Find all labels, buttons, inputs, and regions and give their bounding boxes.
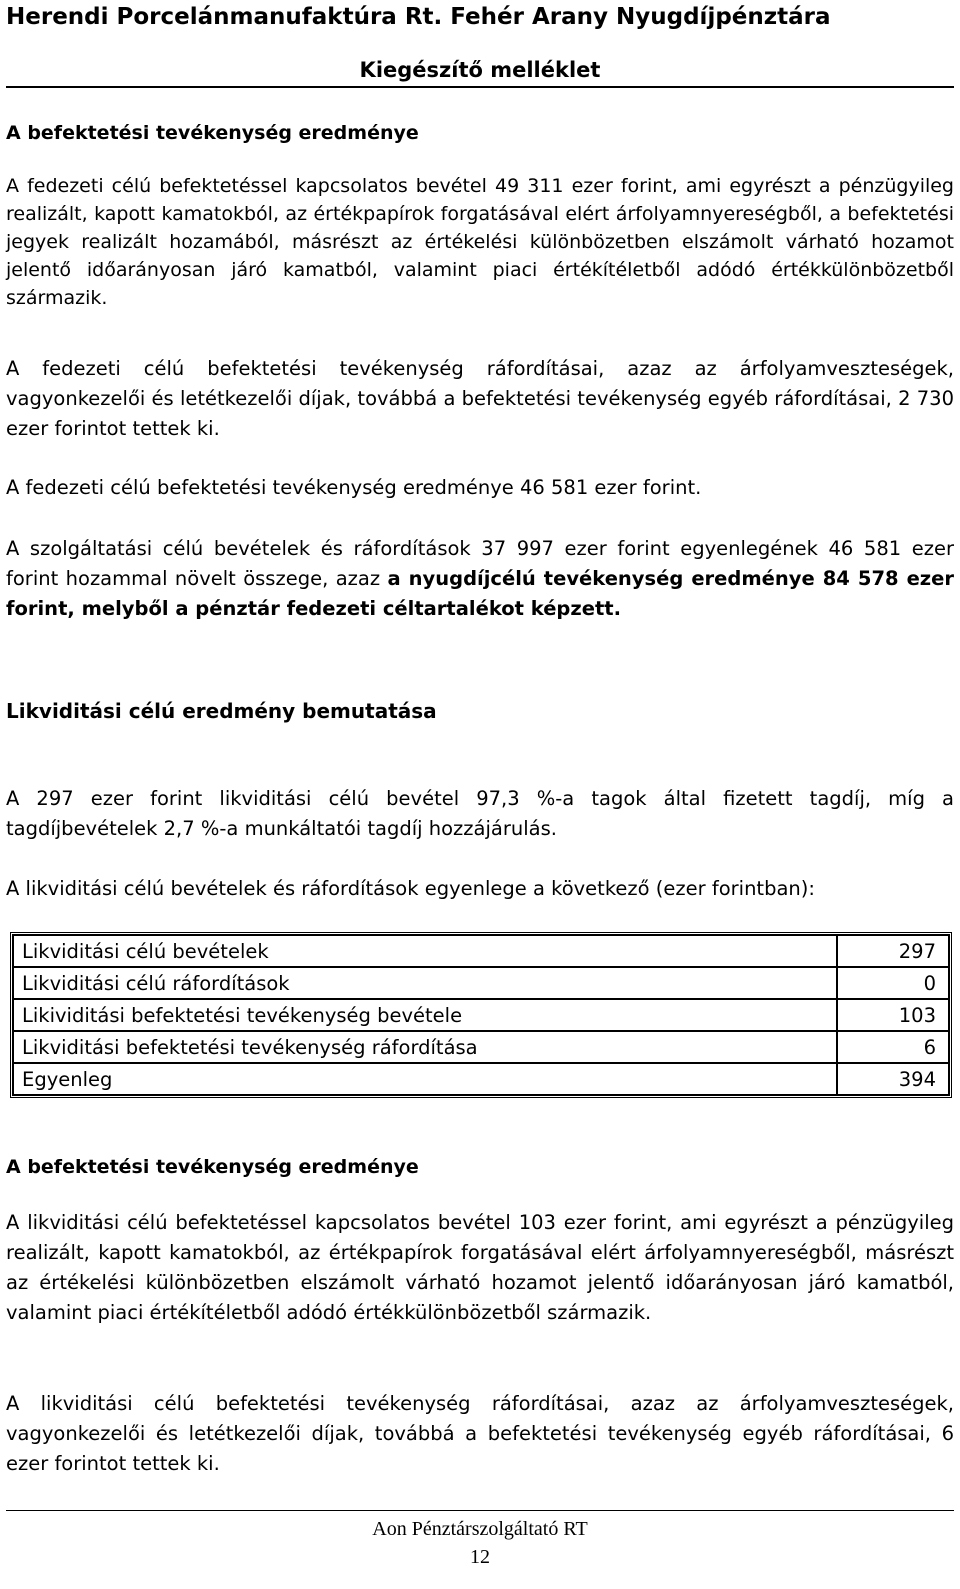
footer-company: Aon Pénztárszolgáltató RT xyxy=(372,1518,588,1540)
table-cell-label: Egyenleg xyxy=(13,1063,837,1095)
table-row xyxy=(13,1031,949,1063)
header-divider xyxy=(6,86,954,88)
paragraph-fedezeti-expenses: A fedezeti célú befektetési tevékenység ráfordításai, azaz az árfolyamveszteségek, vagyonkezelői és letétkezelői díjak, továbbá a befektetési tevékenység egyéb ráfordításai, 2 730 ezer forintot tettek ki. xyxy=(6,357,954,440)
table-row xyxy=(13,999,949,1031)
table-row xyxy=(13,935,949,967)
document-title: Herendi Porcelánmanufaktúra Rt. Fehér Arany Nyugdíjpénztára xyxy=(6,4,831,30)
table-cell-value: 6 xyxy=(837,1031,949,1063)
paragraph-nyugdijcelu-text: A szolgáltatási célú bevételek és ráfordítások 37 997 ezer forint egyenlegének 46 581 ezer forint hozammal növelt összege, azaz xyxy=(6,537,954,590)
table-row xyxy=(13,1063,949,1095)
table-cell-value: 394 xyxy=(837,1063,949,1095)
paragraph-nyugdijcelu-bold: a nyugdíjcélú tevékenység eredménye 84 578 ezer forint, melyből a pénztár fedezeti céltartalékot képzett. xyxy=(6,567,955,620)
document-subtitle: Kiegészítő melléklet xyxy=(359,58,601,82)
paragraph-nyugdijcelu-result xyxy=(6,534,954,624)
section-heading-likviditasi-befektetes: A befektetési tevékenység eredménye xyxy=(6,1156,419,1178)
paragraph-likviditasi-balance-intro: A likviditási célú bevételek és ráfordítások egyenlege a következő (ezer forintban): xyxy=(6,877,815,900)
table-cell-label: Likividitási befektetési tevékenység bevétele xyxy=(13,999,837,1031)
footer-divider xyxy=(6,1510,954,1511)
table-cell-label: Likviditási célú ráfordítások xyxy=(13,967,837,999)
paragraph-fedezeti-income: A fedezeti célú befektetéssel kapcsolatos bevétel 49 311 ezer forint, ami egyrészt a pénzügyileg realizált, kapott kamatokból, az értékpapírok forgatásával elért árfolyamnyereségből, a befektetési jegyek realizált hozamából, másrészt az értékelési különbözetben elszámolt várható hozamot jelentő időarányosan járó kamatból, valamint piaci értékítéletből adódó értékkülönbözetből származik. xyxy=(6,175,954,309)
table-cell-label: Likviditási célú bevételek xyxy=(13,935,837,967)
table-cell-value: 0 xyxy=(837,967,949,999)
paragraph-likviditasi-befektetes-income: A likviditási célú befektetéssel kapcsolatos bevétel 103 ezer forint, ami egyrészt a pénzügyileg realizált, kapott kamatokból, az értékpapírok forgatásával elért árfolyamnyereségből, másrészt az értékelési különbözetben elszámolt várható hozamot jelentő időarányosan járó kamatból, valamint piaci értékítéletből adódó értékkülönbözetből származik. xyxy=(6,1211,954,1324)
section-heading-likviditasi: Likviditási célú eredmény bemutatása xyxy=(6,699,437,723)
paragraph-likviditasi-income: A 297 ezer forint likviditási célú bevétel 97,3 %-a tagok által fizetett tagdíj, míg a tagdíjbevételek 2,7 %-a munkáltatói tagdíj hozzájárulás. xyxy=(6,787,954,840)
table-cell-label: Likviditási befektetési tevékenység ráfordítása xyxy=(13,1031,837,1063)
table-cell-value: 103 xyxy=(837,999,949,1031)
section-heading-fedezeti: A befektetési tevékenység eredménye xyxy=(6,122,419,144)
page-number: 12 xyxy=(470,1546,490,1568)
likviditasi-balance-table xyxy=(10,932,952,1098)
paragraph-fedezeti-result: A fedezeti célú befektetési tevékenység eredménye 46 581 ezer forint. xyxy=(6,476,702,499)
table-cell-value: 297 xyxy=(837,935,949,967)
table-row xyxy=(13,967,949,999)
paragraph-likviditasi-befektetes-expenses: A likviditási célú befektetési tevékenység ráfordításai, azaz az árfolyamveszteségek, vagyonkezelői és letétkezelői díjak, továbbá a befektetési tevékenység egyéb ráfordításai, 6 ezer forintot tettek ki. xyxy=(6,1392,954,1475)
